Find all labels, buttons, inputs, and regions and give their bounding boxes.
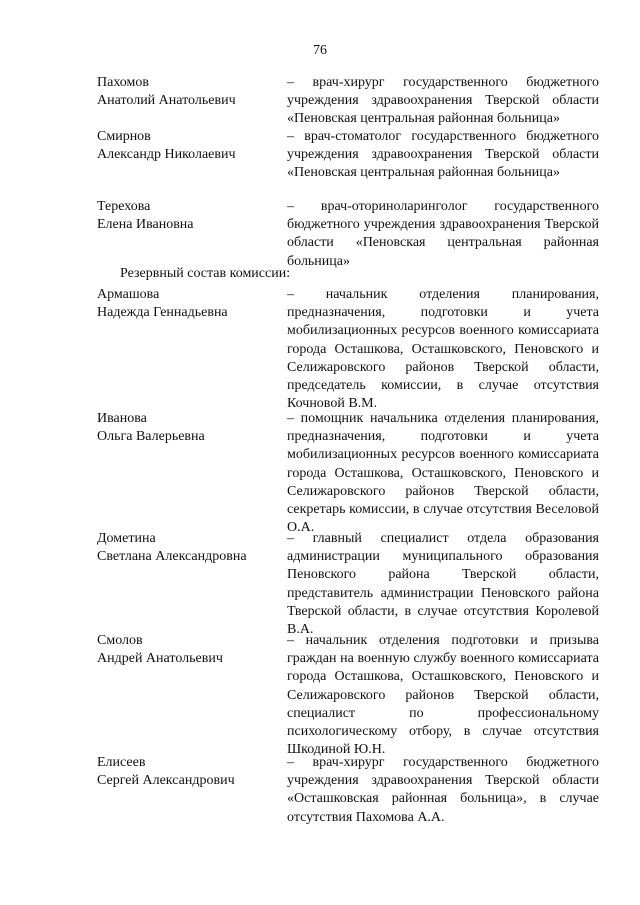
- member-surname: Смолов: [97, 633, 143, 648]
- member-role: – помощник начальника отделения планирования, предназначения, подготовки и учета мобилизационных ресурсов военного комиссариата города Осташкова, Осташковского, Пеновского и Селижаровского районов Тверской области, секретарь комиссии, в случае отсутствия Веселовой О.А.: [287, 411, 599, 536]
- member-given-names: Елена Ивановна: [97, 217, 194, 233]
- member-name: [97, 74, 287, 110]
- member-given-names: Анатолий Анатольевич: [97, 93, 236, 109]
- member-name: [97, 198, 287, 234]
- member-name: [97, 286, 287, 322]
- member-name: [97, 530, 287, 566]
- member-given-names: Надежда Геннадьевна: [97, 305, 228, 321]
- member-given-names: Андрей Анатольевич: [97, 651, 223, 667]
- member-role: – главный специалист отдела образования администрации муниципального образования Пеновского района Тверской области, представитель администрации Пеновского района Тверской области, в случае отсутствия Королевой В.А.: [287, 531, 599, 638]
- member-given-names: Александр Николаевич: [97, 147, 236, 163]
- member-role: – врач-хирург государственного бюджетного учреждения здравоохранения Тверской области «Пеновская центральная районная больница»: [287, 75, 599, 127]
- member-name: [97, 410, 287, 446]
- page-number: 76: [313, 43, 327, 58]
- member-surname: Армашова: [97, 287, 160, 302]
- member-name: [97, 754, 287, 790]
- member-given-names: Сергей Александрович: [97, 773, 235, 789]
- member-surname: Терехова: [97, 199, 151, 214]
- member-role: – начальник отделения подготовки и призыва граждан на военную службу военного комиссариата города Осташкова, Осташковского, Пеновского и Селижаровского районов Тверской области, специалист по профессиональному психологическому отбору, в случае отсутствия Шкодиной Ю.Н.: [287, 633, 599, 758]
- member-role: – врач-оториноларинголог государственного бюджетного учреждения здравоохранения Тверской области «Пеновская центральная районная больница»: [287, 199, 599, 269]
- member-given-names: Светлана Александровна: [97, 549, 247, 565]
- member-name: [97, 128, 287, 164]
- member-surname: Смирнов: [97, 129, 151, 144]
- member-role: – начальник отделения планирования, предназначения, подготовки и учета мобилизационных ресурсов военного комиссариата города Осташкова, Осташковского, Пеновского и Селижаровского районов Тверской области, председатель комиссии, в случае отсутствия Кочновой В.М.: [287, 287, 599, 412]
- member-role: – врач-хирург государственного бюджетного учреждения здравоохранения Тверской области «Осташковская районная больница», в случае отсутствия Пахомова А.А.: [287, 755, 599, 825]
- member-surname: Пахомов: [97, 75, 149, 90]
- member-surname: Елисеев: [97, 755, 146, 770]
- member-name: [97, 632, 287, 668]
- member-role: – врач-стоматолог государственного бюджетного учреждения здравоохранения Тверской области «Пеновская центральная районная больница»: [287, 129, 599, 181]
- member-surname: Иванова: [97, 411, 147, 426]
- member-given-names: Ольга Валерьевна: [97, 429, 205, 445]
- reserve-heading: Резервный состав комиссии:: [120, 266, 291, 281]
- member-surname: Дометина: [97, 531, 156, 546]
